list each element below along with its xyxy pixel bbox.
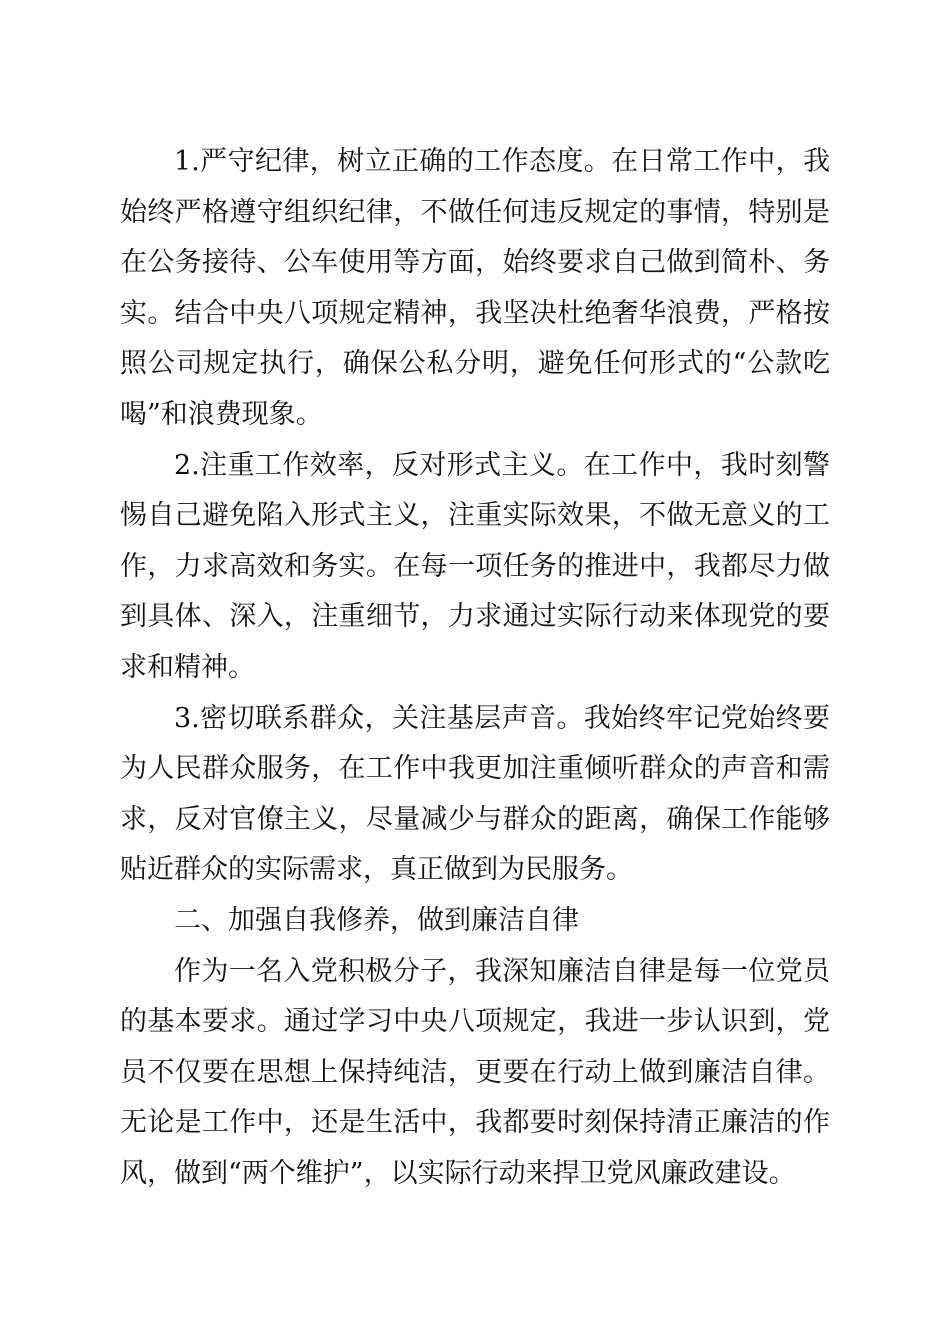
paragraph-masses: 3.密切联系群众，关注基层声音。我始终牢记党始终要为人民群众服务，在工作中我更加注重倾听群众的声音和需求，反对官僚主义，尽量减少与群众的距离，确保工作能够贴近群众的实际需求，真正做到为民服务。 [120,702,830,886]
paragraph-efficiency: 2.注重工作效率，反对形式主义。在工作中，我时刻警惕自己避免陷入形式主义，注重实际效果，不做无意义的工作，力求高效和务实。在每一项任务的推进中，我都尽力做到具体、深入，注重细节，力求通过实际行动来体现党的要求和精神。 [120,449,830,683]
section-heading: 二、加强自我修养，做到廉洁自律 [174,904,579,936]
paragraph-integrity: 作为一名入党积极分子，我深知廉洁自律是每一位党员的基本要求。通过学习中央八项规定，我进一步认识到，党员不仅要在思想上保持纯洁，更要在行动上做到廉洁自律。无论是工作中，还是生活中，我都要时刻保持清正廉洁的作风，做到“两个维护”，以实际行动来捍卫党风廉政建设。 [120,955,830,1189]
paragraph-discipline: 1.严守纪律，树立正确的工作态度。在日常工作中，我始终严格遵守组织纪律，不做任何违反规定的事情，特别是在公务接待、公车使用等方面，始终要求自己做到简朴、务实。结合中央八项规定精神，我坚决杜绝奢华浪费，严格按照公司规定执行，确保公私分明，避免任何形式的“公款吃喝”和浪费现象。 [120,146,830,430]
document-body [120,137,830,1199]
